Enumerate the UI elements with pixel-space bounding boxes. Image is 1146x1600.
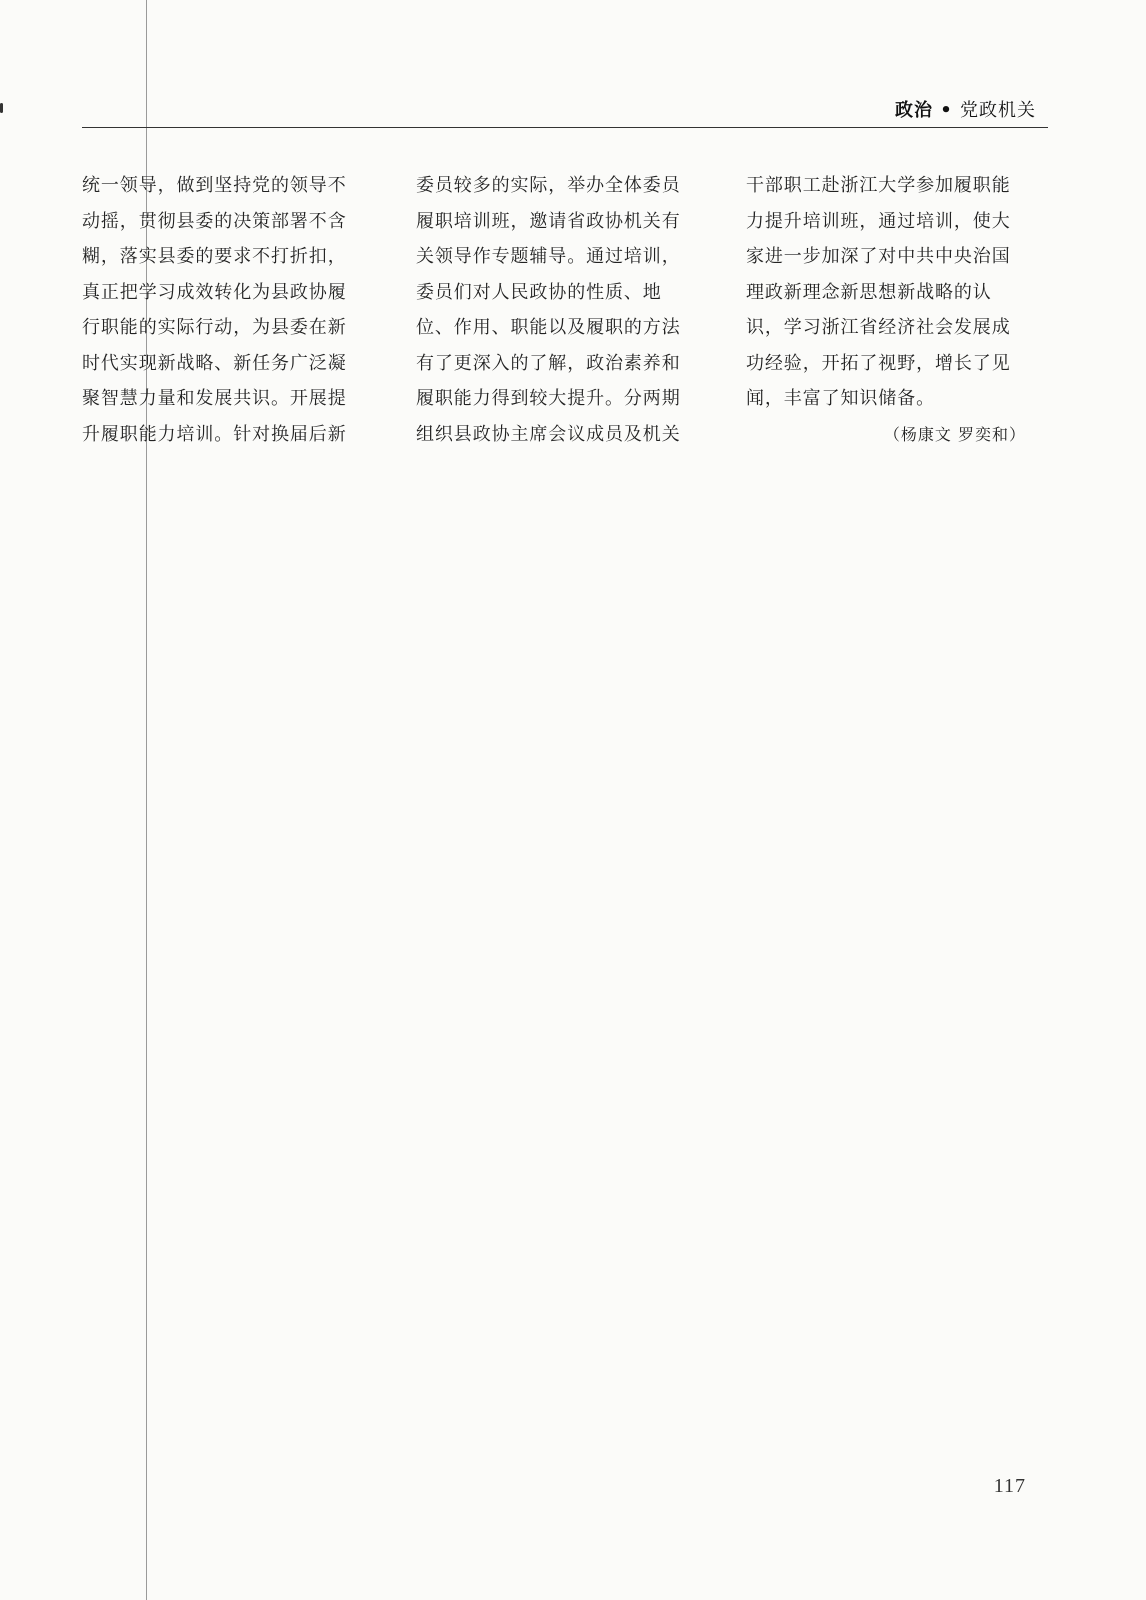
column-line: 委员较多的实际，举办全体委员 <box>416 175 681 196</box>
column-line: 时代实现新战略、新任务广泛凝 <box>82 352 347 374</box>
column-line: 升履职能力培训。针对换届后新 <box>82 423 347 445</box>
scan-edge-mark <box>0 103 3 113</box>
column-line: 组织县政协主席会议成员及机关 <box>416 423 681 445</box>
column-line: 识，学习浙江省经济社会发展成 <box>746 317 1011 338</box>
author-signature: （杨康文 罗奕和） <box>883 424 1026 444</box>
column-line: 功经验，开拓了视野，增长了见 <box>746 352 1011 374</box>
column-line: 干部职工赴浙江大学参加履职能 <box>746 175 1011 196</box>
running-header <box>895 96 1036 122</box>
header-subsection: 党政机关 <box>960 100 1036 121</box>
column-line: 委员们对人民政协的性质、地 <box>416 281 662 303</box>
column-line: 位、作用、职能以及履职的方法 <box>416 317 681 338</box>
text-column-1 <box>82 168 374 452</box>
column-line: 糊，落实县委的要求不打折扣， <box>82 246 347 267</box>
column-line: 真正把学习成效转化为县政协履 <box>82 281 347 303</box>
header-section: 政治 <box>894 100 933 121</box>
column-line: 关领导作专题辅导。通过培训， <box>416 246 681 267</box>
column-line: 履职培训班，邀请省政协机关有 <box>416 210 681 232</box>
column-line: 动摇，贯彻县委的决策部署不含 <box>82 210 347 232</box>
column-line: 聚智慧力量和发展共识。开展提 <box>82 388 347 409</box>
column-line: 履职能力得到较大提升。分两期 <box>416 388 681 409</box>
header-rule <box>82 127 1048 128</box>
text-column-3 <box>746 168 1038 452</box>
column-line: 闻，丰富了知识储备。 <box>746 388 935 409</box>
column-line: 行职能的实际行动，为县委在新 <box>82 317 347 338</box>
column-line: 理政新理念新思想新战略的认 <box>746 281 992 303</box>
page-number: 117 <box>993 1475 1026 1497</box>
column-line: 家进一步加深了对中共中央治国 <box>746 246 1011 267</box>
column-line: 统一领导，做到坚持党的领导不 <box>82 175 347 196</box>
column-line: 力提升培训班，通过培训，使大 <box>746 210 1011 232</box>
header-separator: • <box>932 100 960 121</box>
text-column-2 <box>416 168 708 452</box>
column-line: 有了更深入的了解，政治素养和 <box>416 352 681 374</box>
